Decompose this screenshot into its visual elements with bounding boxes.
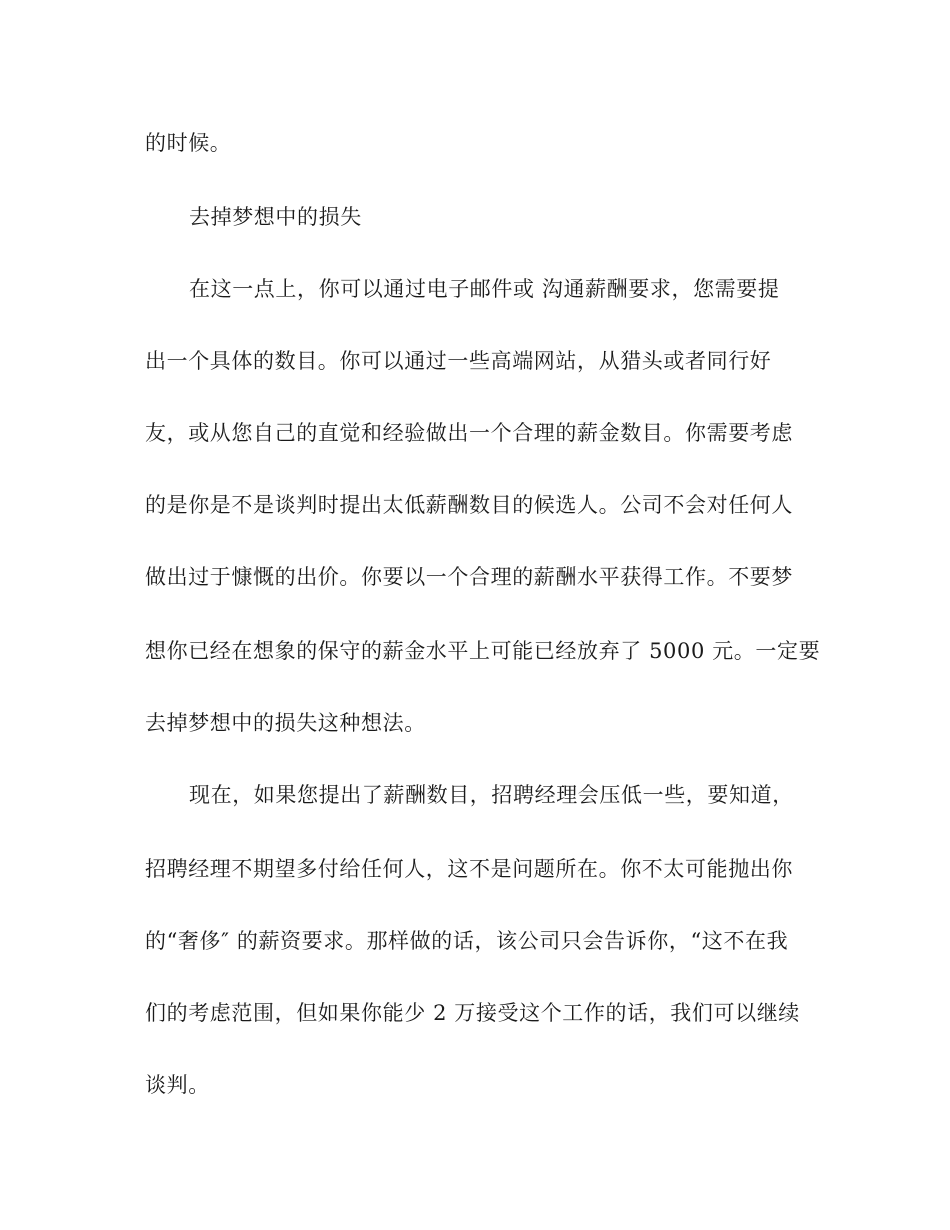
paragraph-line: 去掉梦想中的损失这种想法。: [145, 711, 426, 735]
section-heading: 去掉梦想中的损失: [189, 205, 362, 229]
paragraph-line: 招聘经理不期望多付给任何人，这不是问题所在。你不太可能抛出你: [145, 857, 793, 881]
paragraph-line: 现在，如果您提出了薪酬数目，招聘经理会压低一些，要知道，: [189, 783, 794, 807]
paragraph-line: 谈判。: [145, 1073, 210, 1097]
paragraph-line: 的是你是不是谈判时提出太低薪酬数目的候选人。公司不会对任何人: [145, 493, 793, 517]
paragraph-line: 的“奢侈″ 的薪资要求。那样做的话，该公司只会告诉你，“这不在我: [145, 929, 789, 953]
paragraph-line: 友，或从您自己的直觉和经验做出一个合理的薪金数目。你需要考虑: [145, 421, 793, 445]
paragraph-line: 们的考虑范围，但如果你能少 2 万接受这个工作的话，我们可以继续: [145, 1001, 800, 1025]
paragraph-line: 在这一点上，你可以通过电子邮件或 沟通薪酬要求，您需要提: [189, 277, 780, 301]
paragraph-line: 想你已经在想象的保守的薪金水平上可能已经放弃了 5000 元。一定要: [145, 639, 821, 663]
paragraph-line: 的时候。: [145, 131, 232, 155]
paragraph-line: 出一个具体的数目。你可以通过一些高端网站，从猎头或者同行好: [145, 349, 772, 373]
paragraph-line: 做出过于慷慨的出价。你要以一个合理的薪酬水平获得工作。不要梦: [145, 565, 793, 589]
